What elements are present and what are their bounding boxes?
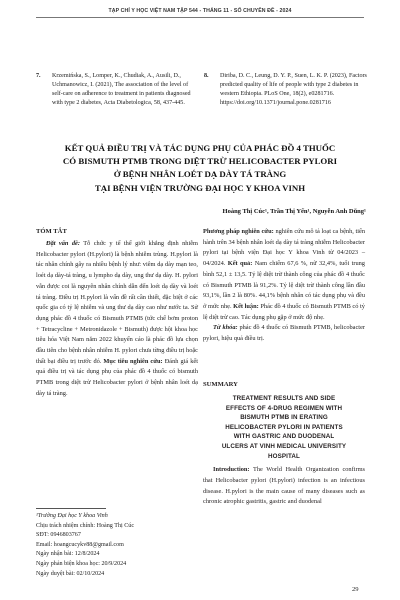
footnote-line: SĐT: 0946803767 — [36, 532, 81, 539]
keywords-label: Từ khóa: — [213, 324, 238, 332]
english-title-line: TREATMENT RESULTS AND SIDE — [232, 395, 336, 402]
title-line: TẠI BỆNH VIỆN TRƯỜNG ĐẠI HỌC Y KHOA VINH — [94, 182, 306, 193]
author-list: Hoàng Thị Cúc¹, Trần Thị Yến¹, Nguyễn Anh Dũng¹ — [222, 208, 366, 215]
methods-label: Phương pháp nghiên cứu: — [203, 228, 274, 235]
page-number: 29 — [352, 586, 359, 593]
english-title-line: HELICOBACTER PYLORI IN PATIENTS — [225, 423, 343, 431]
conclusion-text: Phác đồ 4 thuốc có Bismuth PTMB có tỷ lệ diệt trừ cao. Tác dụng phụ gặp ở mức độ nhẹ. — [203, 302, 365, 321]
article-title — [40, 142, 360, 195]
intro-label: Introduction: — [213, 466, 250, 474]
footnote-line: Ngày nhận bài: 12/8/2024 — [36, 551, 100, 558]
journal-running-header: TẠP CHÍ Y HỌC VIỆT NAM TẬP 544 - THÁNG 11 - SỐ CHUYÊN ĐỀ - 2024 — [108, 8, 292, 14]
keywords-text: phác đồ 4 thuốc có Bismuth PTMB, helicobacter pylori, hiệu quả điều trị. — [203, 324, 365, 343]
footnote-divider — [36, 508, 106, 509]
english-title-line: WITH GASTRIC AND DUODENAL — [233, 433, 335, 441]
title-line: CÓ BISMUTH PTMB TRONG DIỆT TRỪ HELICOBACTER PYLORI — [62, 156, 338, 167]
summary-heading: SUMMARY — [203, 381, 238, 388]
title-line: KẾT QUẢ ĐIỀU TRỊ VÀ TÁC DỤNG PHỤ CỦA PHÁC ĐỒ 4 THUỐC — [64, 143, 336, 153]
footnote-line: Email: hoangcucykv88@gmail.com — [36, 541, 124, 548]
reference-text: Krzemińska, S., Lomper, K., Chudiak, A., Ausili, D., Uchmanowicz, I. (2021), The association of the level of self-care on adherence to treatment in patients diagnosed with type 2 diabetes, Acta Diabetologica, 58, 437-445. — [52, 73, 191, 106]
english-title-line: EFFECTS OF 4-DRUG REGIMEN WITH — [225, 404, 343, 412]
footnote-line: Chịu trách nhiệm chính: Hoàng Thị Cúc — [36, 522, 135, 529]
abstract-paragraph — [36, 239, 198, 400]
aim-label: Mục tiêu nghiên cứu: — [103, 357, 163, 365]
abstract-heading: TÓM TẮT — [36, 228, 67, 235]
abstract-paragraph — [203, 227, 365, 323]
english-intro-paragraph — [203, 465, 365, 508]
reference-number: 8. — [204, 73, 209, 79]
keywords-paragraph — [203, 323, 365, 344]
english-summary — [203, 380, 365, 508]
reference-item — [36, 72, 196, 108]
title-line: Ở BỆNH NHÂN LOÉT DẠ DÀY TÁ TRÀNG — [113, 169, 287, 180]
header-divider — [36, 17, 364, 18]
english-title-line: BISMUTH PTMB IN ERATING — [240, 414, 328, 422]
aim-text: Đánh giá kết quả điều trị và tác dụng phụ của phác đồ 4 thuốc có bismuth PTMB trong diệt trừ Helicobacter pylori ở bệnh nhân loét dạ dày tá tràng. — [36, 357, 198, 397]
abstract-column-left — [36, 227, 198, 400]
reference-number: 7. — [36, 73, 41, 79]
reference-text: Diriba, D. C., Leung, D. Y. P., Suen, L. K. P. (2023), Factors predicted quality of life of people with type 2 diabetes in western Ethiopia. PLoS One, 18(2), e0281716. https://doi.org/10.1371/journal.pone.0281716 — [220, 73, 367, 106]
english-title — [203, 394, 365, 461]
abstract-column-right — [203, 227, 365, 345]
intro-text: The World Health Organization confirms that Helicobacter pylori (H.pylori) infection is an infectious disease. H.pylori is the main cause of many diseases such as chronic atrophic gastritis, gastric and duodenal — [203, 466, 365, 506]
objective-text: Tỗ chức y tế thế giới khẳng định nhiễm Helicobacter pylori (H.pylori) là bệnh nhiễm trùng. H.pylori là tác nhân chính gây ra nhiều bệnh lý như: viêm dạ dày mạn teo, loét dạ dày-tá tràng, u lympho dạ dày, ung thư dạ dày. H. pylori vẫn được coi là nguyên nhân chính dẫn đến loét dạ dày và loét tá tràng. Điều trị H.pylori là vấn đề rất cần thiết, đặc biệt ở các quốc gia có tỷ lệ nhiễm và ung thư dạ dày cao như nước ta. Sử dụng phác đồ 4 thuốc có Bismuth PTMB (tức chế bơm proton + Tetracycline + Metronidazole + Bismuth) được hội khoa học tiêu hóa Việt Nam năm 2022 khuyến cáo là phác đồ lựa chọn đầu tiên cho bệnh nhân nhiễm H. pylori chưa từng điều trị hoặc thất bại điều trị trước đó. — [36, 240, 198, 365]
results-text: Nam chiếm 67,6 %, nữ 32,4%, tuổi trung bình 52,1 ± 13,5. Tỷ lệ diệt trừ thành công của phác đồ 4 thuốc có Bismuth PTMB là 91,2%. Tỷ lệ diệt trừ thành công lần đầu 93,1%, lần 2 là 80%. 44,1% bệnh nhân có tác dụng phụ và đều ở mức nhẹ. — [203, 260, 365, 310]
results-label: Kết quả: — [227, 260, 253, 268]
methods-text: nghiên cứu mô tả loạt ca bệnh, tiến hành trên 34 bệnh nhân loét dạ dày tá tràng nhiễm Helicobacter pylori tại bệnh viện Đại học Y khoa Vinh từ 04/2023 – 04/2024. — [203, 228, 365, 268]
footnote — [36, 512, 198, 579]
footnote-institution: ¹Trường Đại học Y khoa Vinh — [36, 513, 108, 519]
english-title-line: ULCERS AT VINH MEDICAL UNIVERSITY — [221, 442, 347, 450]
reference-item — [204, 72, 367, 108]
footnote-line: Ngày phản biện khoa học: 20/9/2024 — [36, 560, 127, 567]
english-title-line: HOSPITAL — [268, 452, 300, 460]
objective-label: Đặt vấn đề: — [46, 240, 80, 247]
footnote-line: Ngày duyệt bài: 02/10/2024 — [36, 570, 105, 577]
conclusion-label: Kết luận: — [233, 302, 259, 310]
